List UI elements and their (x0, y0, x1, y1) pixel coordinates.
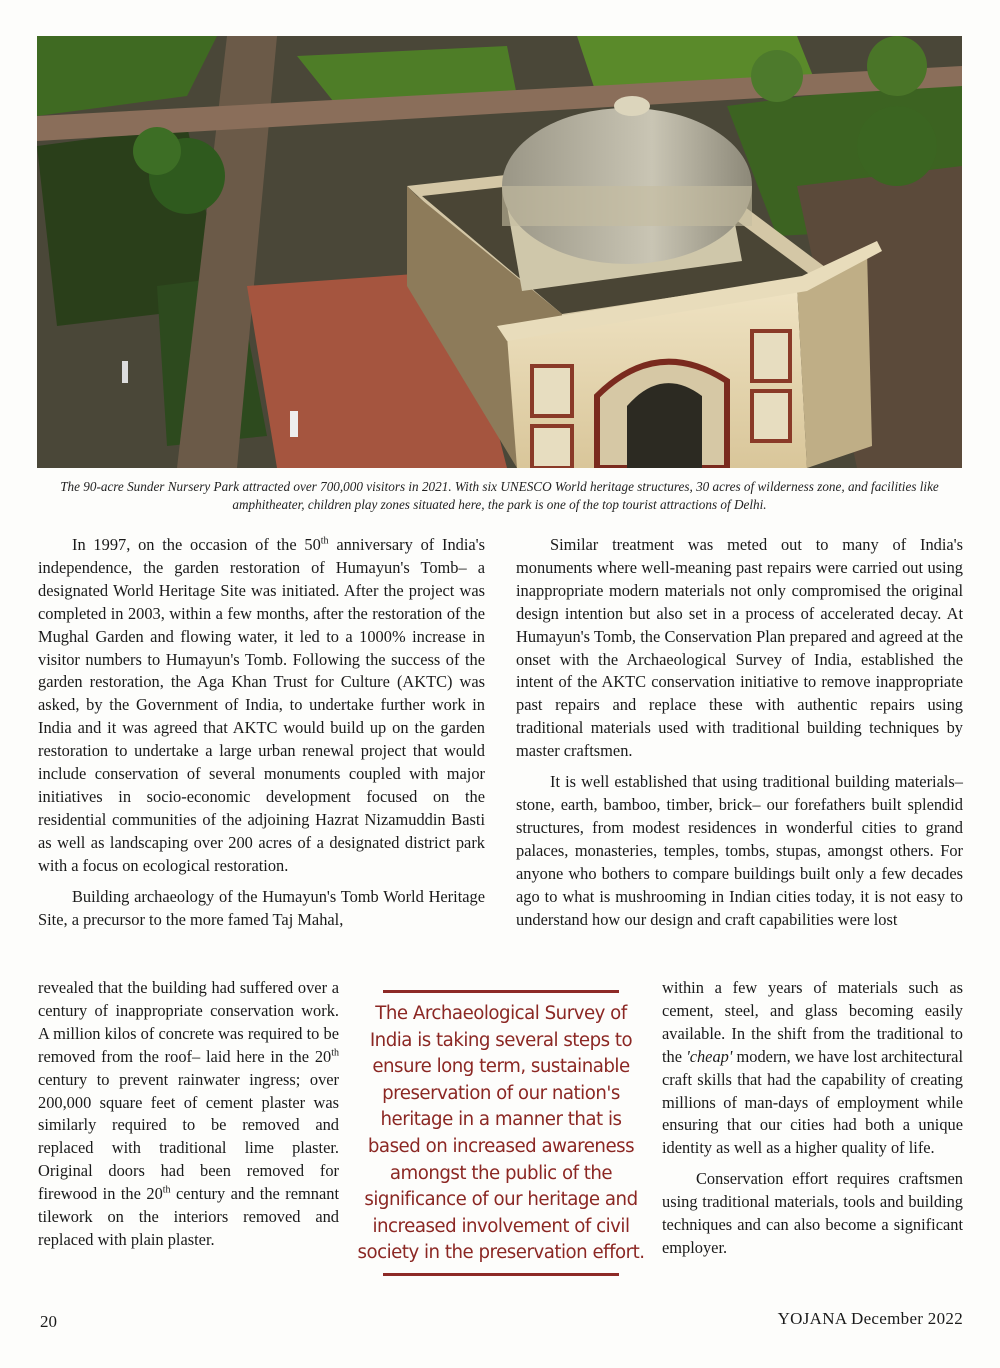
superscript: th (331, 1047, 339, 1059)
paragraph: Similar treatment was meted out to many of India's monuments where well-meaning past repairs were carried out using inappropriate modern materials not only compromised the original design intention but also set in a process of accelerated decay. At Humayun's Tomb, the Conservation Plan prepared and agreed at the onset with the Archaeological Survey of India, established the intent of the AKTC conservation initiative to remove inappropriate past repairs and replace these with authentic repairs using traditional materials used with traditional building techniques by master craftsmen. (516, 535, 963, 761)
paragraph (38, 534, 485, 878)
text-run: century to prevent rainwater ingress; over 200,000 square feet of cement plaster was similarly required to be removed and replaced with traditional lime plaster. Original doors had been removed for firewood in the 20 (38, 1069, 339, 1204)
left-column-continued (38, 977, 339, 1260)
text-run: In 1997, on the occasion of the 50 (72, 535, 321, 554)
article-photo (37, 36, 962, 468)
paragraph (38, 977, 339, 1252)
photo-illustration (37, 36, 962, 468)
paragraph: Conservation effort requires craftsmen using traditional materials, tools and building techniques and can also become a significant employer. (662, 1169, 963, 1257)
pull-quote-bottom-rule (383, 1273, 619, 1276)
paragraph: It is well established that using traditional building materials– stone, earth, bamboo, timber, brick– our forefathers built splendid structures, from modest residences in wonderful cities to grand palaces, monasteries, temples, tombs, stupas, amongst others. For anyone who bothers to compare buildings built only a few decades ago to what is mushrooming in Indian cities today, it is not easy to understand how our design and craft capabilities were lost (516, 772, 963, 929)
page-number: 20 (40, 1312, 57, 1331)
right-column-continued (662, 977, 963, 1268)
paragraph: Building archaeology of the Humayun's Tomb World Heritage Site, a precursor to the more famed Taj Mahal, (38, 886, 485, 929)
text-run: within a few years of materials such as cement, steel, and glass becoming easily available. In the shift from the traditional to the (662, 978, 963, 1066)
text-run: anniversary of India's independence, the garden restoration of Humayun's Tomb– a designated World Heritage Site was initiated. After the project was completed in 2003, within a few months, after the restoration of the Mughal Garden and flowing water, it led to a 1000% increase in visitor numbers to Humayun's Tomb. Following the success of the garden restoration, the Aga Khan Trust for Culture (AKTC) was asked, by the Government of India, to undertake further work in India and it was agreed that AKTC would build up on the garden restoration to undertake a large urban renewal project that would include conservation of several monuments coupled with major initiatives in socio-economic development focused on the residential communities of the adjoining Hazrat Nizamuddin Basti as well as landscaping over 200 acres of a designated district park with a focus on ecological restoration. (38, 535, 485, 875)
text-run: revealed that the building had suffered over a century of inappropriate conservation work. A million kilos of concrete was required to be removed from the roof– laid here in the 20 (38, 978, 339, 1066)
publication-footer: YOJANA December 2022 (777, 1309, 963, 1328)
pull-quote-text: The Archaeological Survey of India is taking several steps to ensure long term, sustainable preservation of our nation's heritage in a manner that is based on increased awareness amongst the public of the significance of our heritage and increased involvement of civil society in the preservation effort. (357, 1003, 645, 1264)
text-run: modern, we have lost architectural craft skills that had the capability of creating millions of man-days of employment while ensuring that our cities had both a unique identity as well as a higher quality of life. (662, 1046, 963, 1158)
emphasis: 'cheap' (686, 1046, 733, 1066)
superscript: th (320, 535, 329, 547)
text-run: century and the remnant tilework on the interiors removed and replaced with plain plaster. (38, 1184, 339, 1249)
pull-quote (355, 990, 647, 1276)
superscript: th (162, 1184, 171, 1196)
photo-caption: The 90-acre Sunder Nursery Park attracted over 700,000 visitors in 2021. With six UNESCO World heritage structures, 30 acres of wilderness zone, and facilities like amphitheater, children play zones situated here, the park is one of the top tourist attractions of Delhi. (60, 479, 939, 512)
left-column (38, 534, 485, 939)
right-column (516, 534, 963, 939)
paragraph (662, 977, 963, 1160)
